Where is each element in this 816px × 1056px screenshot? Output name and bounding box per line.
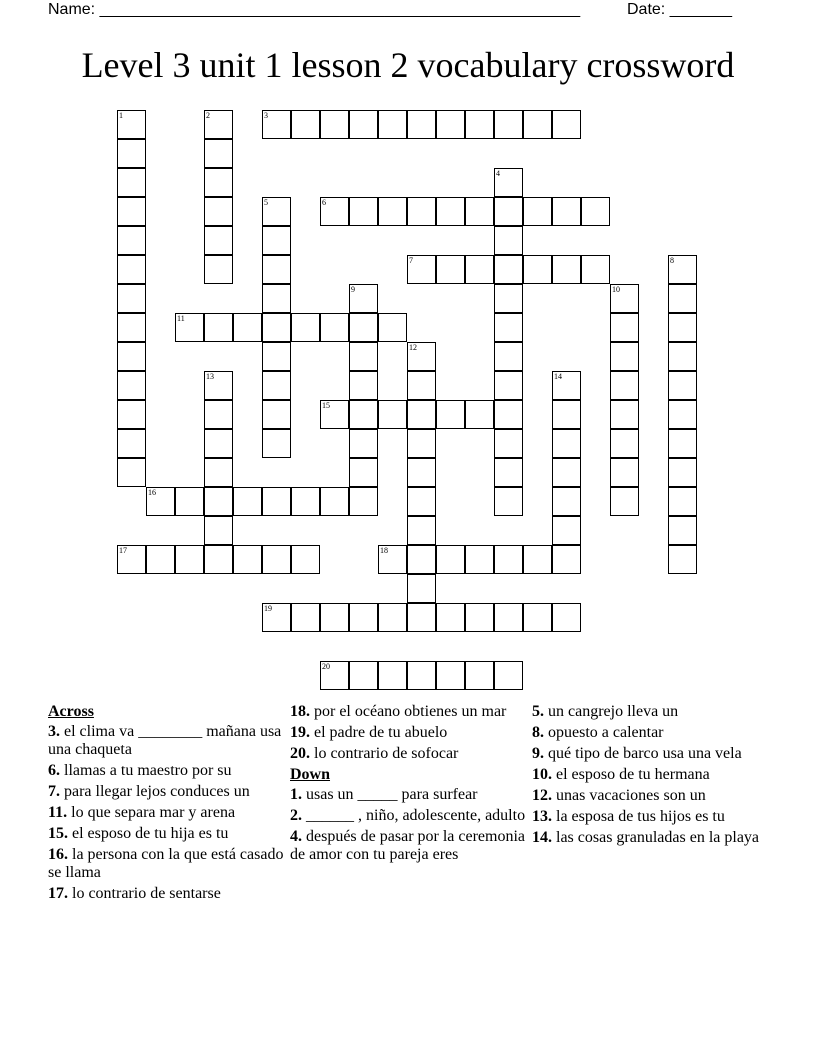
down-clue bbox=[532, 829, 768, 847]
crossword-cell[interactable] bbox=[349, 110, 378, 139]
clue-text: qué tipo de barco usa una vela bbox=[548, 745, 742, 762]
crossword-cell[interactable] bbox=[465, 400, 494, 429]
cell-number: 8 bbox=[670, 256, 674, 265]
across-clue bbox=[48, 783, 284, 801]
clue-text: por el océano obtienes un mar bbox=[314, 703, 507, 720]
crossword-cell[interactable] bbox=[349, 661, 378, 690]
crossword-cell[interactable] bbox=[494, 400, 523, 429]
crossword-cell[interactable] bbox=[349, 400, 378, 429]
crossword-cell[interactable] bbox=[262, 284, 291, 313]
crossword-cell[interactable] bbox=[610, 371, 639, 400]
crossword-cell[interactable] bbox=[175, 313, 204, 342]
clue-number: 14. bbox=[532, 829, 552, 846]
crossword-cell[interactable] bbox=[117, 197, 146, 226]
crossword-cell[interactable] bbox=[349, 603, 378, 632]
clue-number: 1. bbox=[290, 786, 302, 803]
clue-number: 7. bbox=[48, 783, 60, 800]
crossword-cell[interactable] bbox=[378, 603, 407, 632]
crossword-cell[interactable] bbox=[407, 516, 436, 545]
across-clue bbox=[48, 804, 284, 822]
crossword-cell[interactable] bbox=[349, 487, 378, 516]
crossword-cell[interactable] bbox=[610, 487, 639, 516]
crossword-cell[interactable] bbox=[175, 487, 204, 516]
clue-number: 5. bbox=[532, 703, 544, 720]
crossword-cell[interactable] bbox=[204, 110, 233, 139]
crossword-cell[interactable] bbox=[610, 458, 639, 487]
crossword-cell[interactable] bbox=[291, 110, 320, 139]
crossword-cell[interactable] bbox=[117, 313, 146, 342]
crossword-cell[interactable] bbox=[465, 255, 494, 284]
crossword-cell[interactable] bbox=[668, 313, 697, 342]
crossword-cell[interactable] bbox=[494, 168, 523, 197]
crossword-cell[interactable] bbox=[291, 603, 320, 632]
crossword-cell[interactable] bbox=[552, 197, 581, 226]
down-clue bbox=[290, 786, 526, 804]
crossword-cell[interactable] bbox=[494, 313, 523, 342]
crossword-cell[interactable] bbox=[117, 255, 146, 284]
name-field-label[interactable]: Name: ______________________________________________________ bbox=[48, 1, 581, 18]
page-title: Level 3 unit 1 lesson 2 vocabulary crossword bbox=[81, 45, 735, 85]
crossword-cell[interactable] bbox=[320, 400, 349, 429]
crossword-cell[interactable] bbox=[378, 545, 407, 574]
cell-number: 5 bbox=[264, 198, 268, 207]
crossword-cell[interactable] bbox=[494, 342, 523, 371]
clue-number: 8. bbox=[532, 724, 544, 741]
crossword-cell[interactable] bbox=[349, 342, 378, 371]
crossword-cell[interactable] bbox=[204, 429, 233, 458]
cell-number: 3 bbox=[264, 111, 268, 120]
crossword-cell[interactable] bbox=[407, 574, 436, 603]
crossword-cell[interactable] bbox=[407, 400, 436, 429]
across-clue bbox=[290, 745, 526, 763]
crossword-cell[interactable] bbox=[552, 429, 581, 458]
crossword-cell[interactable] bbox=[117, 371, 146, 400]
crossword-cell[interactable] bbox=[494, 487, 523, 516]
crossword-cell[interactable] bbox=[552, 458, 581, 487]
clue-text: la persona con la que está casado se llama bbox=[48, 846, 284, 881]
cell-number: 11 bbox=[177, 314, 185, 323]
cell-number: 10 bbox=[612, 285, 620, 294]
crossword-cell[interactable] bbox=[204, 487, 233, 516]
crossword-cell[interactable] bbox=[262, 342, 291, 371]
down-clue bbox=[532, 808, 768, 826]
crossword-cell[interactable] bbox=[494, 545, 523, 574]
crossword-cell[interactable] bbox=[204, 458, 233, 487]
down-clue bbox=[532, 787, 768, 805]
crossword-cell[interactable] bbox=[668, 429, 697, 458]
crossword-cell[interactable] bbox=[407, 255, 436, 284]
clue-text: unas vacaciones son un bbox=[556, 787, 706, 804]
crossword-cell[interactable] bbox=[117, 429, 146, 458]
crossword-cell[interactable] bbox=[407, 429, 436, 458]
clue-text: un cangrejo lleva un bbox=[548, 703, 679, 720]
crossword-cell[interactable] bbox=[668, 487, 697, 516]
crossword-cell[interactable] bbox=[552, 545, 581, 574]
crossword-cell[interactable] bbox=[436, 255, 465, 284]
crossword-cell[interactable] bbox=[494, 255, 523, 284]
crossword-cell[interactable] bbox=[465, 110, 494, 139]
cell-number: 16 bbox=[148, 488, 156, 497]
header bbox=[48, 0, 748, 20]
crossword-cell[interactable] bbox=[523, 545, 552, 574]
crossword-cell[interactable] bbox=[349, 197, 378, 226]
cell-number: 12 bbox=[409, 343, 417, 352]
across-clue bbox=[48, 723, 284, 759]
crossword-cell[interactable] bbox=[146, 545, 175, 574]
crossword-cell[interactable] bbox=[204, 197, 233, 226]
crossword-cell[interactable] bbox=[523, 255, 552, 284]
across-clue bbox=[48, 825, 284, 843]
crossword-cell[interactable] bbox=[349, 429, 378, 458]
clue-number: 2. bbox=[290, 807, 302, 824]
crossword-cell[interactable] bbox=[407, 371, 436, 400]
crossword-cell[interactable] bbox=[523, 110, 552, 139]
crossword-cell[interactable] bbox=[581, 255, 610, 284]
clues-column-1 bbox=[48, 703, 284, 906]
down-clue bbox=[532, 703, 768, 721]
crossword-cell[interactable] bbox=[668, 400, 697, 429]
crossword-cell[interactable] bbox=[262, 603, 291, 632]
crossword-cell[interactable] bbox=[349, 313, 378, 342]
crossword-cell[interactable] bbox=[407, 661, 436, 690]
clues-column-2 bbox=[290, 703, 526, 867]
crossword-cell[interactable] bbox=[494, 661, 523, 690]
crossword-cell[interactable] bbox=[117, 400, 146, 429]
clue-number: 16. bbox=[48, 846, 68, 863]
cell-number: 13 bbox=[206, 372, 214, 381]
cell-number: 17 bbox=[119, 546, 127, 555]
crossword-cell[interactable] bbox=[262, 226, 291, 255]
clue-text: después de pasar por la ceremonia de amor con tu pareja eres bbox=[290, 828, 526, 863]
crossword-cell[interactable] bbox=[291, 487, 320, 516]
cell-number: 15 bbox=[322, 401, 330, 410]
crossword-cell[interactable] bbox=[262, 400, 291, 429]
crossword-cell[interactable] bbox=[349, 284, 378, 313]
crossword-cell[interactable] bbox=[552, 400, 581, 429]
crossword-cell[interactable] bbox=[523, 197, 552, 226]
crossword-cell[interactable] bbox=[146, 487, 175, 516]
crossword-cell[interactable] bbox=[436, 603, 465, 632]
crossword-cell[interactable] bbox=[407, 458, 436, 487]
crossword-cell[interactable] bbox=[117, 168, 146, 197]
across-clue bbox=[290, 724, 526, 742]
crossword-cell[interactable] bbox=[117, 226, 146, 255]
crossword-cell[interactable] bbox=[320, 313, 349, 342]
crossword-cell[interactable] bbox=[668, 458, 697, 487]
clue-text: la esposa de tus hijos es tu bbox=[556, 808, 725, 825]
crossword-cell[interactable] bbox=[204, 255, 233, 284]
across-clue bbox=[48, 846, 284, 882]
crossword-cell[interactable] bbox=[262, 313, 291, 342]
crossword-cell[interactable] bbox=[262, 197, 291, 226]
crossword-cell[interactable] bbox=[204, 516, 233, 545]
crossword-cell[interactable] bbox=[204, 313, 233, 342]
crossword-cell[interactable] bbox=[204, 226, 233, 255]
crossword-cell[interactable] bbox=[320, 197, 349, 226]
cell-number: 2 bbox=[206, 111, 210, 120]
cell-number: 18 bbox=[380, 546, 388, 555]
crossword-cell[interactable] bbox=[436, 545, 465, 574]
clue-number: 15. bbox=[48, 825, 68, 842]
crossword-cell[interactable] bbox=[436, 400, 465, 429]
crossword-cell[interactable] bbox=[436, 197, 465, 226]
crossword-cell[interactable] bbox=[436, 110, 465, 139]
crossword-cell[interactable] bbox=[494, 284, 523, 313]
cell-number: 14 bbox=[554, 372, 562, 381]
crossword-cell[interactable] bbox=[233, 545, 262, 574]
clue-number: 20. bbox=[290, 745, 310, 762]
crossword-cell[interactable] bbox=[320, 487, 349, 516]
clue-number: 12. bbox=[532, 787, 552, 804]
down-clue bbox=[532, 745, 768, 763]
clue-number: 4. bbox=[290, 828, 302, 845]
crossword-grid bbox=[117, 110, 697, 690]
down-clue bbox=[290, 807, 526, 825]
crossword-cell[interactable] bbox=[668, 371, 697, 400]
across-clue bbox=[290, 703, 526, 721]
crossword-cell[interactable] bbox=[349, 458, 378, 487]
down-clue bbox=[290, 828, 526, 864]
clue-text: usas un _____ para surfear bbox=[306, 786, 478, 803]
crossword-cell[interactable] bbox=[262, 110, 291, 139]
clue-number: 11. bbox=[48, 804, 68, 821]
clue-number: 17. bbox=[48, 885, 68, 902]
crossword-cell[interactable] bbox=[320, 110, 349, 139]
clue-number: 6. bbox=[48, 762, 60, 779]
crossword-cell[interactable] bbox=[465, 603, 494, 632]
crossword-cell[interactable] bbox=[233, 487, 262, 516]
crossword-cell[interactable] bbox=[320, 661, 349, 690]
crossword-cell[interactable] bbox=[610, 313, 639, 342]
crossword-cell[interactable] bbox=[378, 400, 407, 429]
crossword-cell[interactable] bbox=[465, 661, 494, 690]
clues-column-3 bbox=[532, 703, 768, 850]
crossword-cell[interactable] bbox=[204, 139, 233, 168]
clue-number: 18. bbox=[290, 703, 310, 720]
clue-text: ______ , niño, adolescente, adulto bbox=[306, 807, 526, 824]
down-heading: Down bbox=[290, 766, 331, 783]
crossword-cell[interactable] bbox=[378, 661, 407, 690]
crossword-cell[interactable] bbox=[494, 458, 523, 487]
clue-number: 10. bbox=[532, 766, 552, 783]
cell-number: 4 bbox=[496, 169, 500, 178]
crossword-cell[interactable] bbox=[610, 429, 639, 458]
crossword-cell[interactable] bbox=[494, 110, 523, 139]
crossword-cell[interactable] bbox=[494, 371, 523, 400]
clue-text: lo contrario de sentarse bbox=[72, 885, 221, 902]
crossword-cell[interactable] bbox=[262, 487, 291, 516]
crossword-cell[interactable] bbox=[117, 545, 146, 574]
crossword-cell[interactable] bbox=[117, 284, 146, 313]
crossword-cell[interactable] bbox=[175, 545, 204, 574]
crossword-cell[interactable] bbox=[668, 342, 697, 371]
crossword-cell[interactable] bbox=[668, 545, 697, 574]
clue-text: lo contrario de sofocar bbox=[314, 745, 459, 762]
crossword-cell[interactable] bbox=[581, 197, 610, 226]
crossword-cell[interactable] bbox=[494, 429, 523, 458]
crossword-cell[interactable] bbox=[523, 603, 552, 632]
crossword-cell[interactable] bbox=[552, 255, 581, 284]
crossword-cell[interactable] bbox=[204, 545, 233, 574]
crossword-cell[interactable] bbox=[407, 110, 436, 139]
crossword-cell[interactable] bbox=[465, 545, 494, 574]
cell-number: 19 bbox=[264, 604, 272, 613]
crossword-cell[interactable] bbox=[407, 603, 436, 632]
crossword-cell[interactable] bbox=[610, 284, 639, 313]
clue-text: las cosas granuladas en la playa bbox=[556, 829, 760, 846]
crossword-cell[interactable] bbox=[610, 400, 639, 429]
clue-text: opuesto a calentar bbox=[548, 724, 664, 741]
crossword-cell[interactable] bbox=[262, 429, 291, 458]
clue-number: 3. bbox=[48, 723, 60, 740]
crossword-cell[interactable] bbox=[552, 371, 581, 400]
crossword-cell[interactable] bbox=[262, 371, 291, 400]
down-clue bbox=[532, 766, 768, 784]
crossword-cell[interactable] bbox=[610, 342, 639, 371]
crossword-cell[interactable] bbox=[378, 110, 407, 139]
clue-number: 13. bbox=[532, 808, 552, 825]
crossword-cell[interactable] bbox=[552, 110, 581, 139]
cell-number: 6 bbox=[322, 198, 326, 207]
crossword-cell[interactable] bbox=[494, 197, 523, 226]
crossword-cell[interactable] bbox=[407, 545, 436, 574]
crossword-cell[interactable] bbox=[378, 313, 407, 342]
clue-text: llamas a tu maestro por su bbox=[64, 762, 232, 779]
crossword-cell[interactable] bbox=[204, 371, 233, 400]
clue-number: 19. bbox=[290, 724, 310, 741]
crossword-cell[interactable] bbox=[407, 342, 436, 371]
clue-text: el esposo de tu hija es tu bbox=[72, 825, 229, 842]
crossword-cell[interactable] bbox=[552, 487, 581, 516]
crossword-cell[interactable] bbox=[407, 487, 436, 516]
crossword-cell[interactable] bbox=[668, 516, 697, 545]
crossword-cell[interactable] bbox=[117, 110, 146, 139]
crossword-cell[interactable] bbox=[407, 197, 436, 226]
crossword-cell[interactable] bbox=[349, 371, 378, 400]
crossword-cell[interactable] bbox=[117, 458, 146, 487]
crossword-cell[interactable] bbox=[494, 226, 523, 255]
clue-text: el padre de tu abuelo bbox=[314, 724, 448, 741]
crossword-cell[interactable] bbox=[291, 313, 320, 342]
cell-number: 1 bbox=[119, 111, 123, 120]
crossword-cell[interactable] bbox=[291, 545, 320, 574]
across-heading: Across bbox=[48, 703, 94, 720]
across-clue bbox=[48, 885, 284, 903]
crossword-cell[interactable] bbox=[117, 139, 146, 168]
crossword-cell[interactable] bbox=[552, 516, 581, 545]
crossword-cell[interactable] bbox=[262, 545, 291, 574]
crossword-cell[interactable] bbox=[204, 400, 233, 429]
clue-number: 9. bbox=[532, 745, 544, 762]
clue-text: el clima va ________ mañana usa una chaqueta bbox=[48, 723, 282, 758]
across-clue bbox=[48, 762, 284, 780]
crossword-cell[interactable] bbox=[465, 197, 494, 226]
crossword-cell[interactable] bbox=[117, 342, 146, 371]
cell-number: 7 bbox=[409, 256, 413, 265]
crossword-cell[interactable] bbox=[668, 284, 697, 313]
crossword-cell[interactable] bbox=[262, 255, 291, 284]
down-clue bbox=[532, 724, 768, 742]
clue-text: para llegar lejos conduces un bbox=[64, 783, 250, 800]
clue-text: el esposo de tu hermana bbox=[556, 766, 710, 783]
crossword-cell[interactable] bbox=[320, 603, 349, 632]
crossword-cell[interactable] bbox=[494, 603, 523, 632]
date-field-label[interactable]: Date: _______ bbox=[627, 1, 732, 18]
cell-number: 20 bbox=[322, 662, 330, 671]
clue-text: lo que separa mar y arena bbox=[71, 804, 236, 821]
crossword-cell[interactable] bbox=[436, 661, 465, 690]
crossword-cell[interactable] bbox=[204, 168, 233, 197]
cell-number: 9 bbox=[351, 285, 355, 294]
crossword-cell[interactable] bbox=[668, 255, 697, 284]
crossword-cell[interactable] bbox=[378, 197, 407, 226]
crossword-cell[interactable] bbox=[552, 603, 581, 632]
crossword-cell[interactable] bbox=[233, 313, 262, 342]
